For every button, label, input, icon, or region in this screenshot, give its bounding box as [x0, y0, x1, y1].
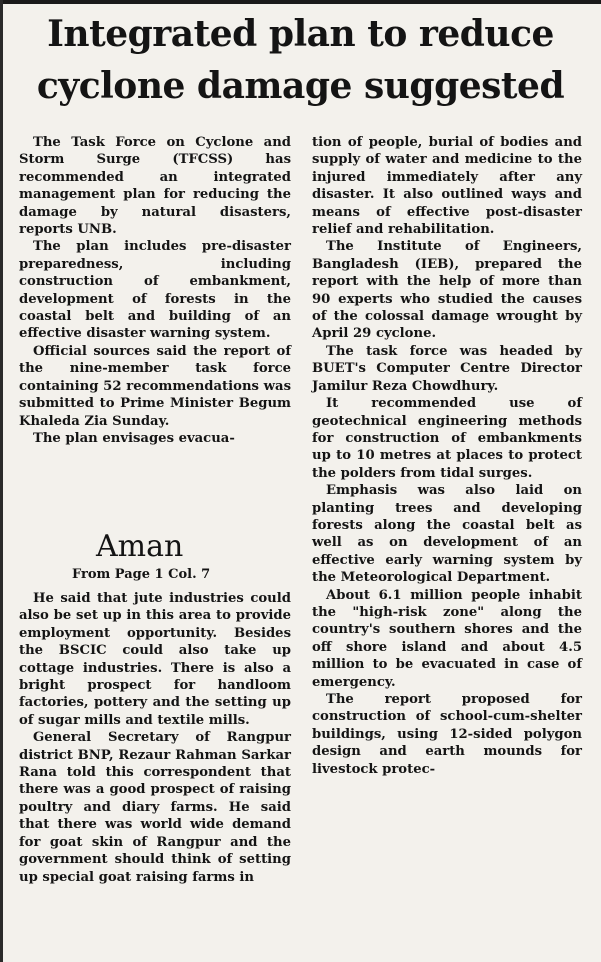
article-headline — [8, 8, 593, 112]
aman-paragraph: General Secretary of Rangpur district BNP, Rezaur Rahman Sarkar Rana told this correspondent that there was a good prospect of raising poultry and diary farms. He said that there was world wide demand for goat skin of Rangpur and the government should think of setting up special goat raising farms in — [19, 730, 291, 885]
article-paragraph: The plan envisages evacua- — [33, 430, 235, 446]
aman-continuation-ref: From Page 1 Col. 7 — [72, 567, 211, 582]
article-paragraph: The plan includes pre-disaster preparedness, including construction of embankment, development of forests in the coastal belt and building of an effective disaster warning system. — [19, 239, 291, 342]
page-top-border — [0, 0, 601, 4]
article-paragraph: The task force was headed by BUET's Computer Centre Director Jamilur Reza Chowdhury. — [312, 343, 582, 394]
article-paragraph: Official sources said the report of the nine-member task force containing 52 recommendations was submitted to Prime Minister Begum Khaleda Zia Sunday. — [19, 343, 291, 429]
article-paragraph: The report proposed for construction of school-cum-shelter buildings, using 12-sided polygon design and earth mounds for livestock protec- — [312, 692, 582, 777]
headline-line-1: Integrated plan to reduce — [47, 13, 554, 55]
article-paragraph: It recommended use of geotechnical engineering methods for construction of embankments up to 10 metres at places to protect the polders from tidal surges. — [312, 396, 582, 481]
article-paragraph: The Task Force on Cyclone and Storm Surge (TFCSS) has recommended an integrated management plan for reducing the damage by natural disasters, reports UNB. — [19, 135, 291, 238]
article-column-left — [19, 134, 291, 447]
article-column-right — [312, 134, 582, 778]
aman-heading: Aman — [96, 529, 184, 564]
article-paragraph-continued: tion of people, burial of bodies and supply of water and medicine to the injured immediately after any disaster. It also outlined ways and means of effective post-disaster relief and rehabilitation. — [312, 135, 582, 238]
aman-article-column — [19, 590, 291, 886]
article-paragraph: Emphasis was also laid on planting trees and developing forests along the coastal belt as well as on development of an effective early warning system by the Meteorological Department. — [312, 483, 582, 586]
article-paragraph: About 6.1 million people inhabit the "high-risk zone" along the country's southern shores and the off shore island and about 4.5 million to be evacuated in case of emergency. — [312, 587, 582, 690]
article-paragraph: The Institute of Engineers, Bangladesh (IEB), prepared the report with the help of more than 90 experts who studied the causes of the colossal damage wrought by April 29 cyclone. — [312, 239, 582, 342]
page-left-border — [0, 0, 3, 962]
aman-paragraph: He said that jute industries could also be set up in this area to provide employment opportunity. Besides the BSCIC could also take up cottage industries. There is also a bright prospect for handloom factories, pottery and the setting up of sugar mills and textile mills. — [19, 591, 291, 728]
headline-line-2: cyclone damage suggested — [36, 65, 565, 107]
